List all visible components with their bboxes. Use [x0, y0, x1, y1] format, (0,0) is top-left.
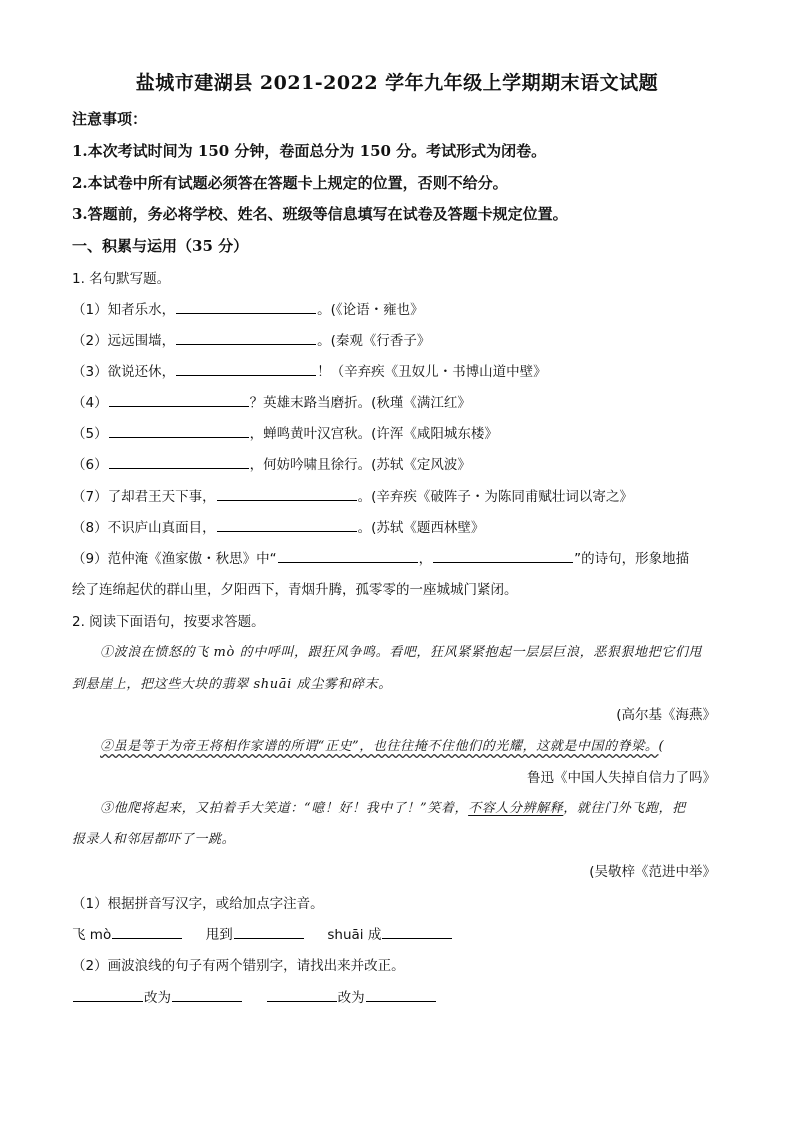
answer-blank[interactable]	[217, 517, 357, 532]
answer-blank[interactable]	[267, 987, 337, 1002]
subquestion-2: （2）画波浪线的句子有两个错别字，请找出来并改正。	[72, 958, 405, 974]
answer-blank[interactable]	[109, 423, 249, 438]
question-1-stem: 1. 名句默写题。	[72, 271, 171, 287]
question-1-item-4: （4） ？英雄末路当磨折。(秋瑾《满江红》	[72, 391, 471, 411]
underlined-phrase: 不容人分辨解释	[468, 801, 564, 816]
question-1-item-5: （5） ，蝉鸣黄叶汉宫秋。(许浑《咸阳城东楼》	[72, 422, 498, 442]
answer-blank[interactable]	[112, 924, 182, 939]
answer-blank[interactable]	[382, 924, 452, 939]
answer-blank[interactable]	[234, 924, 304, 939]
question-1-item-1: （1）知者乐水， 。(《论语・雍也》	[72, 298, 424, 318]
question-1-item-7: （7）了却君王天下事， 。(辛弃疾《破阵子・为陈同甫赋壮词以寄之》	[72, 485, 633, 505]
passage-3-source: (吴敬梓《范进中举》	[589, 864, 716, 880]
question-1-item-6: （6） ，何妨吟啸且徐行。(苏轼《定风波》	[72, 453, 471, 473]
question-1-item-8: （8）不识庐山真面目， 。(苏轼《题西林壁》	[72, 516, 484, 536]
question-1-item-2: （2）远远围墙， 。(秦观《行香子》	[72, 329, 430, 349]
answer-blank[interactable]	[217, 486, 357, 501]
notice-item-3: 3.答题前，务必将学校、姓名、班级等信息填写在试卷及答题卡规定位置。	[72, 205, 568, 223]
pinyin-fill-row: 飞 mò 甩到 shuāi 成	[72, 923, 453, 943]
answer-blank[interactable]	[433, 548, 573, 563]
answer-blank[interactable]	[172, 987, 242, 1002]
notice-item-2: 2.本试卷中所有试题必须答在答题卡上规定的位置，否则不给分。	[72, 174, 508, 192]
question-1-item-9: （9）范仲淹《渔家傲・秋思》中“ ， ”的诗句，形象地描	[72, 547, 689, 567]
question-1-item-3: （3）欲说还休， ！（辛弃疾《丑奴儿・书博山道中壁》	[72, 360, 547, 380]
question-1-item-9-cont: 绘了连绵起伏的群山里，夕阳西下，青烟升腾，孤零零的一座城城门紧闭。	[72, 582, 518, 598]
answer-blank[interactable]	[73, 987, 143, 1002]
answer-blank[interactable]	[109, 392, 249, 407]
passage-2: ②虽是等于为帝王将相作家谱的所谓“正史”，也往往掩不住他们的光耀，这就是中国的脊梁。(	[100, 739, 665, 754]
answer-blank[interactable]	[366, 987, 436, 1002]
passage-1-line-2: 到悬崖上，把这些大块的翡翠 shuāi 成尘雾和碎末。	[72, 677, 392, 692]
subquestion-1: （1）根据拼音写汉字，或给加点字注音。	[72, 896, 324, 912]
passage-1-line-1: ①波浪在愤怒的飞 mò 的中呼叫，跟狂风争鸣。看吧，狂风紧紧抱起一层层巨浪，恶狠狠地把它们甩	[100, 645, 703, 660]
notice-item-1: 1.本次考试时间为 150 分钟，卷面总分为 150 分。考试形式为闭卷。	[72, 142, 547, 160]
answer-blank[interactable]	[176, 299, 316, 314]
passage-2-source: 鲁迅《中国人失掉自信力了吗》	[527, 770, 716, 786]
question-2-stem: 2. 阅读下面语句，按要求答题。	[72, 614, 265, 630]
passage-1-source: (高尔基《海燕》	[616, 707, 716, 723]
wavy-sentence: ②虽是等于为帝王将相作家谱的所谓“正史”，也往往掩不住他们的光耀，这就是中国的脊梁。	[100, 739, 659, 754]
section-heading: 一、积累与运用（35 分）	[72, 237, 249, 255]
answer-blank[interactable]	[176, 361, 316, 376]
correction-row: 改为 改为	[72, 986, 437, 1006]
notice-heading: 注意事项：	[72, 110, 148, 128]
answer-blank[interactable]	[176, 330, 316, 345]
passage-3-line-2: 报录人和邻居都吓了一跳。	[72, 832, 236, 847]
answer-blank[interactable]	[109, 454, 249, 469]
answer-blank[interactable]	[278, 548, 418, 563]
page-title: 盐城市建湖县 2021-2022 学年九年级上学期期末语文试题	[135, 72, 659, 94]
passage-3-line-1: ③他爬将起来，又拍着手大笑道：“噫！好！我中了！”笑着，不容人分辨解释，就往门外飞跑，把	[100, 801, 686, 816]
